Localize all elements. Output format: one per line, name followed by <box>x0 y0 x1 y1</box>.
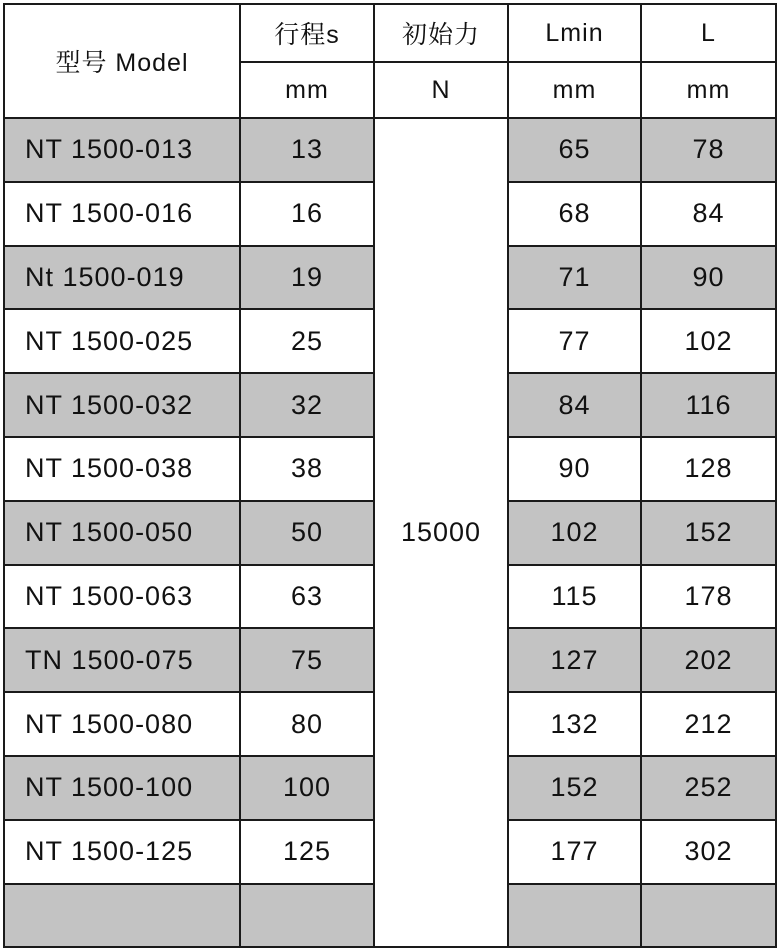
lmin-cell: 132 <box>508 692 641 756</box>
model-cell <box>4 884 240 948</box>
lmin-cell: 152 <box>508 756 641 820</box>
lmin-cell: 65 <box>508 118 641 182</box>
stroke-cell: 38 <box>240 437 374 501</box>
model-cell: NT 1500-016 <box>4 182 240 246</box>
l-cell: 90 <box>641 246 776 310</box>
l-cell: 78 <box>641 118 776 182</box>
model-cell: TN 1500-075 <box>4 628 240 692</box>
model-cell: NT 1500-038 <box>4 437 240 501</box>
unit-lmin: mm <box>508 62 641 118</box>
header-l: L <box>641 4 776 62</box>
lmin-cell: 115 <box>508 565 641 629</box>
model-cell: NT 1500-100 <box>4 756 240 820</box>
model-cell: Nt 1500-019 <box>4 246 240 310</box>
lmin-cell: 71 <box>508 246 641 310</box>
model-cell: NT 1500-063 <box>4 565 240 629</box>
spec-table <box>3 3 777 948</box>
stroke-cell: 75 <box>240 628 374 692</box>
l-cell: 116 <box>641 373 776 437</box>
l-cell: 178 <box>641 565 776 629</box>
table-row <box>4 118 776 182</box>
header-lmin: Lmin <box>508 4 641 62</box>
stroke-cell: 16 <box>240 182 374 246</box>
model-cell: NT 1500-025 <box>4 309 240 373</box>
l-cell: 84 <box>641 182 776 246</box>
stroke-cell: 100 <box>240 756 374 820</box>
stroke-cell: 19 <box>240 246 374 310</box>
stroke-cell: 63 <box>240 565 374 629</box>
unit-force: N <box>374 62 508 118</box>
lmin-cell: 77 <box>508 309 641 373</box>
lmin-cell: 90 <box>508 437 641 501</box>
model-cell: NT 1500-013 <box>4 118 240 182</box>
l-cell: 252 <box>641 756 776 820</box>
l-cell: 302 <box>641 820 776 884</box>
model-cell: NT 1500-080 <box>4 692 240 756</box>
lmin-cell: 127 <box>508 628 641 692</box>
model-cell: NT 1500-050 <box>4 501 240 565</box>
header-stroke: 行程s <box>240 4 374 62</box>
unit-l: mm <box>641 62 776 118</box>
l-cell: 128 <box>641 437 776 501</box>
force-cell: 15000 <box>374 118 508 947</box>
stroke-cell: 25 <box>240 309 374 373</box>
l-cell: 202 <box>641 628 776 692</box>
stroke-cell: 13 <box>240 118 374 182</box>
l-cell <box>641 884 776 948</box>
unit-stroke: mm <box>240 62 374 118</box>
model-cell: NT 1500-125 <box>4 820 240 884</box>
stroke-cell: 125 <box>240 820 374 884</box>
header-row <box>4 4 776 62</box>
model-cell: NT 1500-032 <box>4 373 240 437</box>
lmin-cell: 84 <box>508 373 641 437</box>
l-cell: 102 <box>641 309 776 373</box>
lmin-cell <box>508 884 641 948</box>
l-cell: 212 <box>641 692 776 756</box>
l-cell: 152 <box>641 501 776 565</box>
lmin-cell: 102 <box>508 501 641 565</box>
stroke-cell: 80 <box>240 692 374 756</box>
stroke-cell: 50 <box>240 501 374 565</box>
header-model: 型号 Model <box>4 4 240 118</box>
stroke-cell <box>240 884 374 948</box>
lmin-cell: 177 <box>508 820 641 884</box>
lmin-cell: 68 <box>508 182 641 246</box>
header-force: 初始力 <box>374 4 508 62</box>
stroke-cell: 32 <box>240 373 374 437</box>
